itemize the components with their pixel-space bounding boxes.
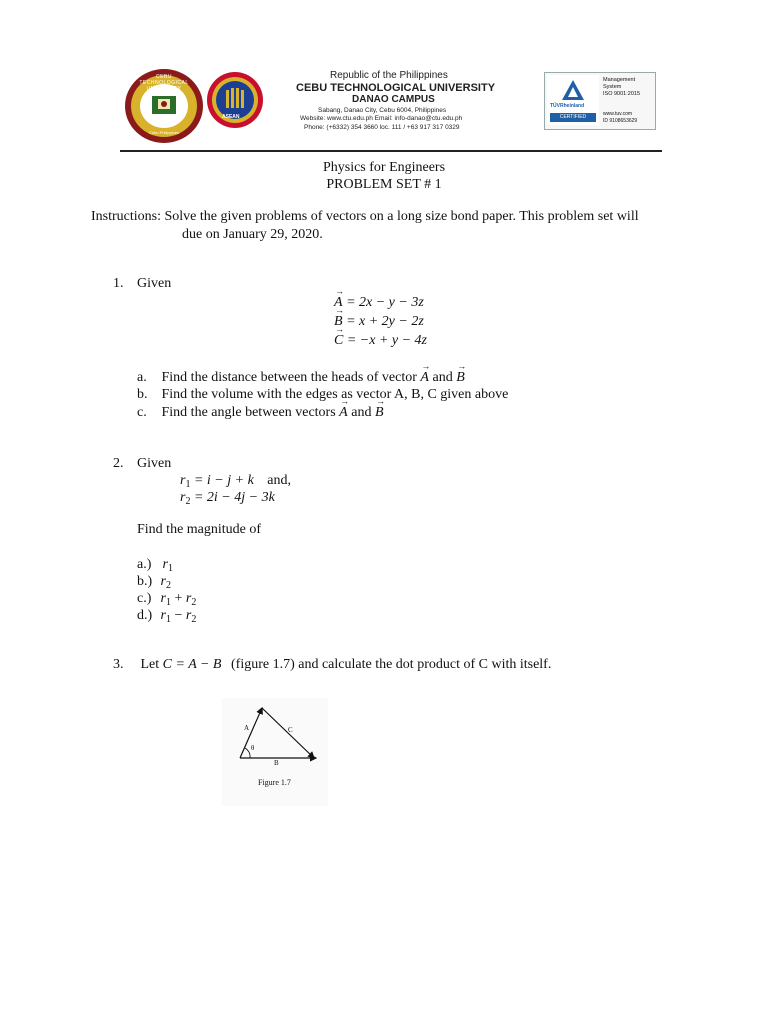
problem-2b-sub: 2 [165, 580, 171, 591]
university-seal-bottom: Cebu Philippines [148, 130, 180, 135]
problem-2-find: Find the magnitude of [137, 522, 262, 537]
equation-vector-a [334, 295, 424, 311]
problem-1c-and: and [351, 405, 372, 420]
problem-1a-text: Find the distance between the heads of vector [161, 370, 417, 385]
problem-1a-label: a. [137, 370, 147, 385]
problem-2d-r2: r [185, 608, 192, 623]
problem-2a [137, 557, 173, 574]
vector-a-symbol: → A [334, 295, 343, 311]
figure-label-b: B [274, 759, 279, 767]
problem-2d-op: − [174, 608, 183, 623]
problem-2c [137, 591, 196, 608]
r2-rhs: = 2i − 4j − 3k [193, 490, 275, 505]
problem-2d-sub1: 1 [165, 614, 171, 625]
iso-certification-badge [544, 72, 656, 130]
cert-site: www.tuv.com [603, 111, 633, 117]
phone-line: Phone: (+6332) 354 3660 loc. 111 / +63 917 317 0329 [304, 124, 460, 131]
problem-1c-vec-b: → B [375, 405, 384, 421]
tuv-logo-block [547, 75, 599, 125]
r1-symbol: r [180, 473, 186, 488]
instructions-line-1: Instructions: Solve the given problems of vectors on a long size bond paper. This problem set will [91, 209, 639, 224]
problem-2d [137, 608, 196, 625]
problem-2c-sub2: 2 [191, 597, 197, 608]
equation-a-rhs: = 2x − y − 3z [346, 295, 424, 310]
republic-line: Republic of the Philippines [330, 70, 448, 81]
vector-c-symbol: → C [334, 333, 343, 349]
problem-1a [137, 370, 465, 386]
problem-2c-sub1: 1 [165, 597, 171, 608]
r1-subscript: 1 [185, 479, 191, 490]
equation-vector-b [334, 314, 424, 330]
problem-2c-r1: r [160, 591, 166, 606]
problem-2c-op: + [174, 591, 183, 606]
problem-1b-label: b. [137, 387, 148, 402]
problem-3-let: Let [140, 657, 160, 672]
vector-b-symbol: → B [334, 314, 343, 330]
problem-2d-r1: r [160, 608, 166, 623]
problem-3-equation: C = A − B [162, 657, 222, 672]
header-divider [120, 150, 662, 152]
problem-2c-label: c.) [137, 591, 152, 606]
certified-label: CERTIFIED [550, 113, 596, 122]
figure-label-c: C [288, 726, 293, 734]
problem-2d-sub2: 2 [191, 614, 197, 625]
problem-1c [137, 405, 384, 421]
theta-arc [245, 748, 250, 758]
problem-1-given: Given [137, 276, 172, 291]
equation-b-rhs: = x + 2y − 2z [346, 314, 424, 329]
equation-c-rhs: = −x + y − 4z [346, 333, 428, 348]
r2-subscript: 2 [185, 496, 191, 507]
asean-logo-label: ASEAN [222, 114, 240, 120]
course-title: Physics for Engineers [322, 160, 446, 175]
problem-2c-r2: r [185, 591, 192, 606]
equation-r1 [180, 473, 291, 490]
tuv-brand: TÜVRheinland [550, 103, 585, 109]
address-line: Sabang, Danao City, Cebu 6004, Philippines [318, 107, 447, 114]
problem-1-number: 1. [113, 276, 124, 291]
university-seal-text: CEBU TECHNOLOGICAL UNIVERSITY [139, 74, 189, 92]
r1-rhs: = i − j + k [193, 473, 254, 488]
problem-1a-vec-a: → A [420, 370, 429, 386]
problem-2d-label: d.) [137, 608, 153, 623]
problem-2-number: 2. [113, 456, 124, 471]
problem-1a-and: and [432, 370, 453, 385]
problem-2a-label: a.) [137, 557, 152, 572]
problem-set-title: PROBLEM SET # 1 [326, 177, 442, 192]
instructions-line-2: due on January 29, 2020. [182, 227, 323, 242]
problem-2b [137, 574, 171, 591]
problem-2a-r: r [162, 557, 168, 572]
cert-id: ID 9108653629 [603, 118, 638, 124]
r1-and: and, [267, 473, 292, 488]
cert-title-1: Management [603, 77, 636, 83]
problem-1a-vec-b: → B [456, 370, 465, 386]
equation-vector-c [334, 333, 427, 349]
problem-1b [137, 387, 508, 403]
asean-logo [206, 70, 264, 130]
figure-1-7 [222, 698, 328, 806]
figure-label-theta: θ [251, 744, 255, 752]
problem-2-given: Given [137, 456, 172, 471]
cert-title-2: System [603, 84, 622, 90]
website-email-line: Website: www.ctu.edu.ph Email: info-danao@ctu.edu.ph [300, 115, 463, 122]
figure-label-a: A [244, 724, 250, 732]
problem-1c-label: c. [137, 405, 147, 420]
problem-2b-label: b.) [137, 574, 153, 589]
tuv-triangle-icon [561, 79, 585, 101]
problem-3-number: 3. [113, 657, 124, 672]
figure-caption: Figure 1.7 [258, 778, 291, 787]
problem-2a-sub: 1 [167, 563, 173, 574]
university-name: CEBU TECHNOLOGICAL UNIVERSITY [296, 82, 496, 94]
problem-1c-vec-a: → A [339, 405, 348, 421]
cert-standard: ISO 9001:2015 [603, 91, 641, 97]
r2-symbol: r [180, 490, 186, 505]
problem-1b-text: Find the volume with the edges as vector A, B, C given above [161, 387, 509, 402]
problem-3 [113, 657, 551, 673]
problem-1c-text: Find the angle between vectors [161, 405, 336, 420]
campus-name: DANAO CAMPUS [352, 94, 435, 105]
problem-2b-r: r [160, 574, 166, 589]
problem-3-rest: (figure 1.7) and calculate the dot product of C with itself. [231, 657, 552, 672]
equation-r2 [180, 490, 275, 507]
